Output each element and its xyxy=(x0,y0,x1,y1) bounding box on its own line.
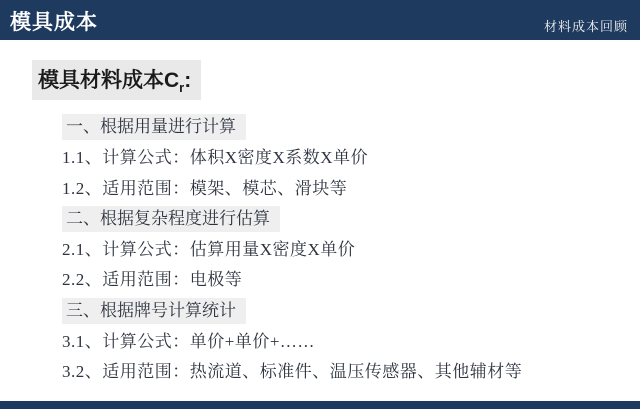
content-title-subscript: r xyxy=(179,80,185,96)
section-3-heading-text: 三、根据牌号计算统计 xyxy=(62,298,246,324)
section-1-item-2: 1.2、适用范围：模架、模芯、滑块等 xyxy=(62,179,348,198)
footer-bar xyxy=(0,401,640,409)
content-title xyxy=(32,60,201,100)
section-3-item-1: 3.1、计算公式：单价+单价+…… xyxy=(62,332,315,351)
content-title-colon: : xyxy=(184,69,192,92)
content-title-text: 模具材料成本C xyxy=(38,69,180,92)
section-3-heading xyxy=(62,298,246,324)
section-1-heading-text: 一、根据用量进行计算 xyxy=(62,114,246,140)
section-3-item-2: 3.2、适用范围：热流道、标准件、温压传感器、其他辅材等 xyxy=(62,362,523,381)
section-2-item-1: 2.1、计算公式：估算用量X密度X单价 xyxy=(62,240,356,259)
header-bar xyxy=(0,0,640,40)
header-right-label: 材料成本回顾 xyxy=(543,19,628,34)
section-2-heading xyxy=(62,206,280,232)
section-2-heading-text: 二、根据复杂程度进行估算 xyxy=(62,206,280,232)
section-2-item-2: 2.2、适用范围：电极等 xyxy=(62,270,243,289)
header-title: 模具成本 xyxy=(10,10,98,34)
section-1-item-1: 1.1、计算公式：体积X密度X系数X单价 xyxy=(62,148,369,167)
section-1-heading xyxy=(62,114,246,140)
